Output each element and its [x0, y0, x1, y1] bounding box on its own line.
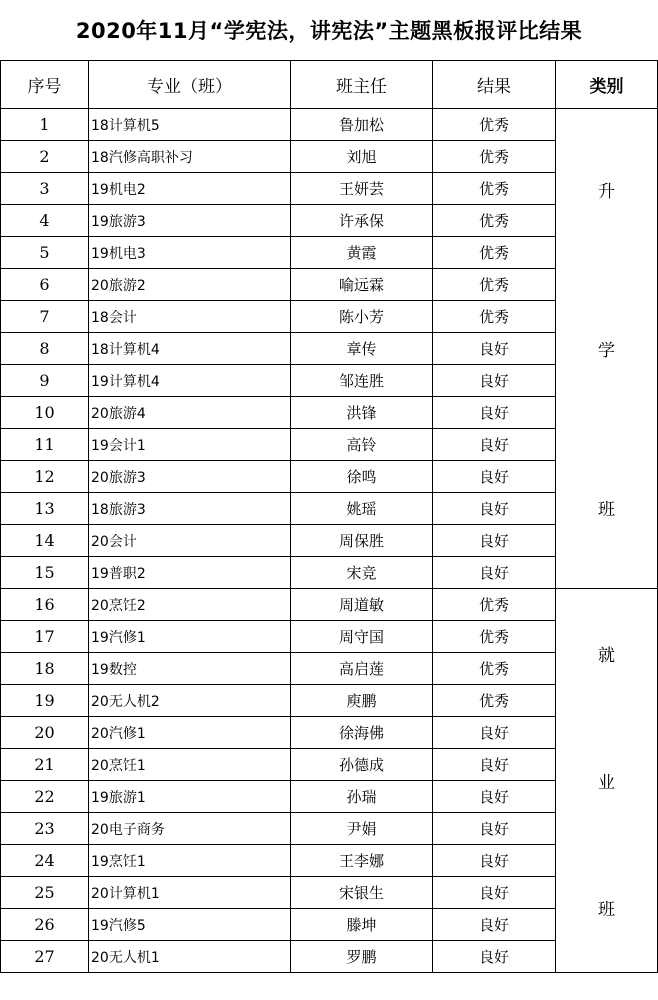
row-seq: 22 [1, 781, 89, 813]
category-label-stack [556, 110, 657, 588]
row-teacher: 周道敏 [291, 589, 433, 621]
row-teacher: 章传 [291, 333, 433, 365]
row-seq: 11 [1, 429, 89, 461]
row-seq: 4 [1, 205, 89, 237]
row-result: 优秀 [433, 237, 556, 269]
row-teacher: 孙瑞 [291, 781, 433, 813]
category-char: 学 [598, 340, 615, 361]
row-result: 良好 [433, 397, 556, 429]
row-teacher: 周保胜 [291, 525, 433, 557]
row-seq: 6 [1, 269, 89, 301]
row-teacher: 高铃 [291, 429, 433, 461]
row-teacher: 鲁加松 [291, 109, 433, 141]
row-result: 良好 [433, 717, 556, 749]
category-char: 班 [598, 900, 615, 921]
row-teacher: 洪锋 [291, 397, 433, 429]
row-teacher: 邹连胜 [291, 365, 433, 397]
row-result: 良好 [433, 493, 556, 525]
row-teacher: 徐海佛 [291, 717, 433, 749]
category-char: 业 [598, 772, 615, 793]
column-header-seq: 序号 [1, 61, 89, 109]
row-result: 良好 [433, 429, 556, 461]
row-seq: 16 [1, 589, 89, 621]
column-header-major: 专业（班） [89, 61, 291, 109]
row-seq: 9 [1, 365, 89, 397]
row-result: 优秀 [433, 205, 556, 237]
row-major: 20烹饪2 [89, 589, 291, 621]
category-label-stack [556, 590, 657, 972]
table-header-row [1, 61, 658, 109]
row-major: 19普职2 [89, 557, 291, 589]
row-result: 良好 [433, 365, 556, 397]
row-major: 19数控 [89, 653, 291, 685]
row-result: 优秀 [433, 269, 556, 301]
row-result: 良好 [433, 781, 556, 813]
row-teacher: 高启莲 [291, 653, 433, 685]
row-major: 19汽修5 [89, 909, 291, 941]
row-major: 20电子商务 [89, 813, 291, 845]
row-result: 优秀 [433, 621, 556, 653]
row-seq: 17 [1, 621, 89, 653]
row-result: 优秀 [433, 685, 556, 717]
row-seq: 20 [1, 717, 89, 749]
row-teacher: 宋竞 [291, 557, 433, 589]
row-major: 19烹饪1 [89, 845, 291, 877]
row-seq: 2 [1, 141, 89, 173]
table-row [1, 589, 658, 621]
row-teacher: 喻远霖 [291, 269, 433, 301]
row-seq: 27 [1, 941, 89, 973]
row-major: 19旅游3 [89, 205, 291, 237]
row-seq: 18 [1, 653, 89, 685]
row-teacher: 孙德成 [291, 749, 433, 781]
row-major: 18旅游3 [89, 493, 291, 525]
row-major: 20旅游4 [89, 397, 291, 429]
row-seq: 10 [1, 397, 89, 429]
category-upgrade-class [556, 109, 658, 589]
row-major: 19汽修1 [89, 621, 291, 653]
row-seq: 14 [1, 525, 89, 557]
row-result: 良好 [433, 909, 556, 941]
row-major: 18计算机4 [89, 333, 291, 365]
row-teacher: 滕坤 [291, 909, 433, 941]
row-teacher: 黄霞 [291, 237, 433, 269]
row-result: 良好 [433, 845, 556, 877]
row-teacher: 尹娟 [291, 813, 433, 845]
row-major: 20会计 [89, 525, 291, 557]
row-teacher: 王李娜 [291, 845, 433, 877]
row-major: 18汽修高职补习 [89, 141, 291, 173]
row-seq: 26 [1, 909, 89, 941]
category-char: 升 [598, 181, 615, 202]
row-major: 18计算机5 [89, 109, 291, 141]
row-seq: 21 [1, 749, 89, 781]
row-result: 优秀 [433, 301, 556, 333]
category-char: 班 [598, 500, 615, 521]
row-seq: 5 [1, 237, 89, 269]
row-teacher: 罗鹏 [291, 941, 433, 973]
row-result: 优秀 [433, 653, 556, 685]
row-seq: 15 [1, 557, 89, 589]
row-result: 优秀 [433, 109, 556, 141]
row-major: 20烹饪1 [89, 749, 291, 781]
row-teacher: 庾鹏 [291, 685, 433, 717]
row-result: 良好 [433, 877, 556, 909]
row-major: 20旅游2 [89, 269, 291, 301]
row-teacher: 王妍芸 [291, 173, 433, 205]
row-major: 18会计 [89, 301, 291, 333]
row-result: 优秀 [433, 141, 556, 173]
row-major: 20无人机1 [89, 941, 291, 973]
row-result: 良好 [433, 333, 556, 365]
table-body [1, 109, 658, 973]
column-header-teacher: 班主任 [291, 61, 433, 109]
row-major: 20无人机2 [89, 685, 291, 717]
row-seq: 12 [1, 461, 89, 493]
column-header-result: 结果 [433, 61, 556, 109]
category-char: 就 [598, 645, 615, 666]
row-seq: 8 [1, 333, 89, 365]
row-major: 20计算机1 [89, 877, 291, 909]
row-result: 良好 [433, 813, 556, 845]
column-header-category: 类别 [556, 61, 658, 109]
row-major: 19机电3 [89, 237, 291, 269]
row-seq: 3 [1, 173, 89, 205]
row-result: 良好 [433, 461, 556, 493]
row-major: 19旅游1 [89, 781, 291, 813]
row-teacher: 徐鸣 [291, 461, 433, 493]
category-employment-class [556, 589, 658, 973]
table-row [1, 109, 658, 141]
row-seq: 1 [1, 109, 89, 141]
row-seq: 13 [1, 493, 89, 525]
row-teacher: 陈小芳 [291, 301, 433, 333]
row-result: 优秀 [433, 589, 556, 621]
row-major: 20汽修1 [89, 717, 291, 749]
row-major: 20旅游3 [89, 461, 291, 493]
row-teacher: 许承保 [291, 205, 433, 237]
row-result: 良好 [433, 941, 556, 973]
row-seq: 25 [1, 877, 89, 909]
row-teacher: 刘旭 [291, 141, 433, 173]
row-major: 19计算机4 [89, 365, 291, 397]
row-teacher: 周守国 [291, 621, 433, 653]
row-seq: 23 [1, 813, 89, 845]
row-teacher: 宋银生 [291, 877, 433, 909]
row-result: 良好 [433, 749, 556, 781]
row-teacher: 姚瑶 [291, 493, 433, 525]
results-table [0, 60, 658, 973]
row-result: 良好 [433, 525, 556, 557]
row-result: 良好 [433, 557, 556, 589]
row-seq: 24 [1, 845, 89, 877]
row-seq: 7 [1, 301, 89, 333]
row-major: 19会计1 [89, 429, 291, 461]
row-seq: 19 [1, 685, 89, 717]
row-result: 优秀 [433, 173, 556, 205]
page-title: 2020年11月“学宪法，讲宪法”主题黑板报评比结果 [75, 19, 583, 43]
row-major: 19机电2 [89, 173, 291, 205]
